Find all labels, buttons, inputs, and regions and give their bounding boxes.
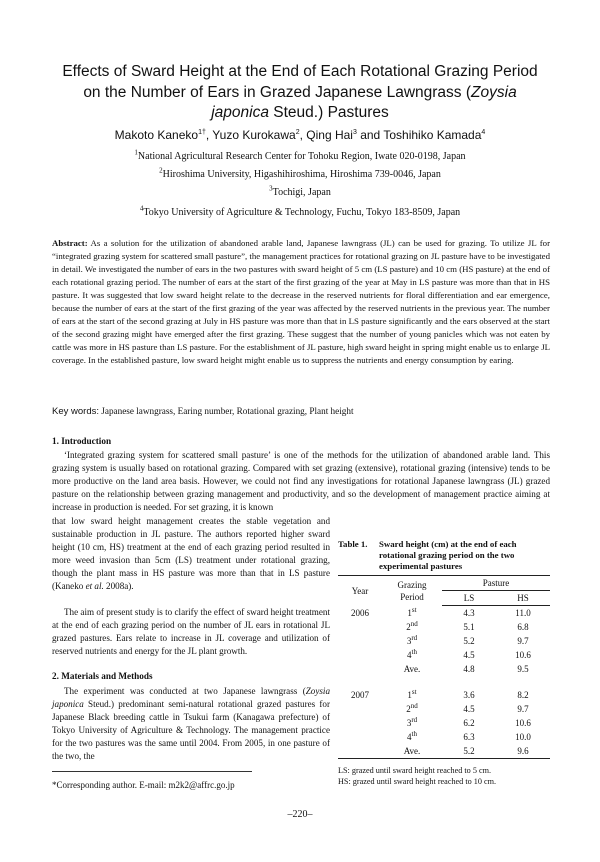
abstract-text: As a solution for the utilization of abandoned arable land, Japanese lawngrass (JL) can be used for grazing. To utilize JL for “integrated grazing system for scattered small pasture”, the management practices for rotational grazing on JL pasture have to be investigated in detail. We investigated the number of ears in the two pastures with sward height of 5 cm (LS pasture) and 10 cm (HS pasture) at the end of each rotational grazing period. The number of ears at the start of the first grazing of the year at May in LS pasture was more than that in HS pasture. It was suggested that low sward height relate to the decrease in the reserved nutrients for floral differentiation and ear emergence, because the number of ears at the start of the first grazing of the year was affected by the reserved nutrients in the previous year. The number of ears at the start of the second grazing at July in HS pasture was more than that in LS pasture significantly and the ears observed at the start of the second grazing might have emerged after the first grazing. These suggest that the number of young panicles which was not eaten by cattle was more in HS pasture than LS pasture. For the establishment of JL pasture, high sward height in spring might enable us to enlarge JL coverage. In the established pasture, low sward height might enable us to suppress the nutrients and energy consumption by earing. bbox=[52, 238, 550, 365]
keywords-text: Japanese lawngrass, Earing number, Rotational grazing, Plant height bbox=[99, 406, 354, 416]
affiliation-1: $^1$National Agricultural Research Center for Tohoku Region, Iwate 020-0198, Japan bbox=[134, 148, 466, 162]
table-note-hs: HS: grazed until sward height reached to 10 cm. bbox=[338, 777, 497, 786]
intro-paragraph-column: that low sward height management creates the stable vegetation and sustainable production in JL pasture. The authors reported higher sward height (10 cm, HS) treatment at the end of each grazing period resulted in more weed invasion than 5cm (LS) treatment under rotational grazing, though the plant mass in HS pasture was more than that in LS pasture (Kaneko et al. 2008a). bbox=[52, 516, 330, 591]
intro-paragraph-aim: The aim of present study is to clarify the effect of sward height treatment at the end of each grazing period on the number of JL ears in rotational JL grazed pastures. Ears relate to increase in JL coverage and utilization of reserved nutrients and energy for the JL plant growth. bbox=[52, 607, 330, 656]
intro-paragraph-full: ‘Integrated grazing system for scattered small pasture’ is one of the methods for the utilization of abandoned arable land. This grazing system is usually based on rotational grazing. Compared with set grazing (extensive), rotational grazing (intensive) tends to be more productive on the land area basis. However, we could not find any investigations for rotational Japanese lawngrass (JL) grazed pasture on the relationship between grazing management and productivity, and so the development of management practice aiming at increase in production is needed. For set grazing, it is known bbox=[52, 450, 550, 512]
table-row: 2007 1st 3.6 8.2 bbox=[351, 688, 529, 700]
keywords-label: Key words: bbox=[52, 406, 99, 417]
table-row: Ave. 5.2 9.6 bbox=[338, 744, 550, 759]
table-row: 3rd 6.2 10.6 bbox=[406, 716, 531, 728]
corresponding-author-footnote: *Corresponding author. E-mail: m2k2@affrc.go.jp bbox=[52, 780, 235, 790]
table-row: Ave. 4.8 9.5 bbox=[403, 664, 529, 674]
methods-paragraph: The experiment was conducted at two Japanese lawngrass (Zoysia japonica Steud.) predominant semi-natural rotational grazed pastures for Japanese Black breeding cattle in Tsukui farm (Kanagawa prefecture) of Tokyo University of Agriculture & Technology. The management practice for the two pastures was the same until 2004. From 2005, in one pasture of the two, the bbox=[52, 686, 330, 761]
page-number: –220– bbox=[287, 809, 313, 820]
title-line-2: on the Number of Ears in Grazed Japanese Lawngrass (Zoysia bbox=[83, 83, 517, 101]
methods-heading: 2. Materials and Methods bbox=[52, 671, 153, 681]
table-note-ls: LS: grazed until sward height reached to 5 cm. bbox=[338, 766, 492, 775]
col-grazing-period: Grazing Period bbox=[382, 576, 442, 606]
affiliation-4: $^4$Tokyo University of Agriculture & Technology, Fuchu, Tokyo 183-8509, Japan bbox=[139, 204, 461, 218]
table-caption bbox=[338, 539, 550, 572]
col-year: Year bbox=[338, 576, 382, 606]
title-line-3: japonica Steud.) Pastures bbox=[211, 104, 389, 121]
table-row: 2006 1st 4.3 11.0 bbox=[351, 605, 531, 618]
abstract-label: Abstract: bbox=[52, 238, 88, 248]
col-ls: LS bbox=[442, 591, 496, 606]
table-row: 2nd 5.1 6.8 bbox=[406, 620, 529, 632]
abstract bbox=[52, 237, 550, 367]
paper-title bbox=[40, 62, 560, 124]
col-hs: HS bbox=[496, 591, 550, 606]
table-row: 4th 6.3 10.0 bbox=[407, 730, 531, 742]
affiliation-2: $^2$Hiroshima University, Higashihiroshima, Hiroshima 739-0046, Japan bbox=[159, 166, 441, 180]
table-row: 4th 4.5 10.6 bbox=[407, 648, 531, 660]
sward-height-table bbox=[338, 575, 550, 759]
title-line-1: Effects of Sward Height at the End of Each Rotational Grazing Period bbox=[62, 63, 538, 80]
table-row: 3rd 5.2 9.7 bbox=[406, 634, 529, 646]
author-list: Makoto Kaneko$^{1\dagger}$, Yuzo Kurokawa$^2$, Qing Hai$^3$ and Toshihiko Kamada$^4$ bbox=[114, 128, 486, 142]
footnote-divider bbox=[52, 771, 252, 772]
col-pasture: Pasture bbox=[442, 576, 550, 591]
table-row: 2nd 4.5 9.7 bbox=[406, 702, 529, 714]
affiliation-3: $^3$Tochigi, Japan bbox=[269, 184, 331, 198]
keywords bbox=[52, 405, 550, 418]
table-caption-label: Table 1. bbox=[338, 539, 368, 549]
table-caption-text: Sward height (cm) at the end of each rotational grazing period on the two experimental pastures bbox=[379, 539, 517, 571]
intro-heading: 1. Introduction bbox=[52, 436, 112, 446]
